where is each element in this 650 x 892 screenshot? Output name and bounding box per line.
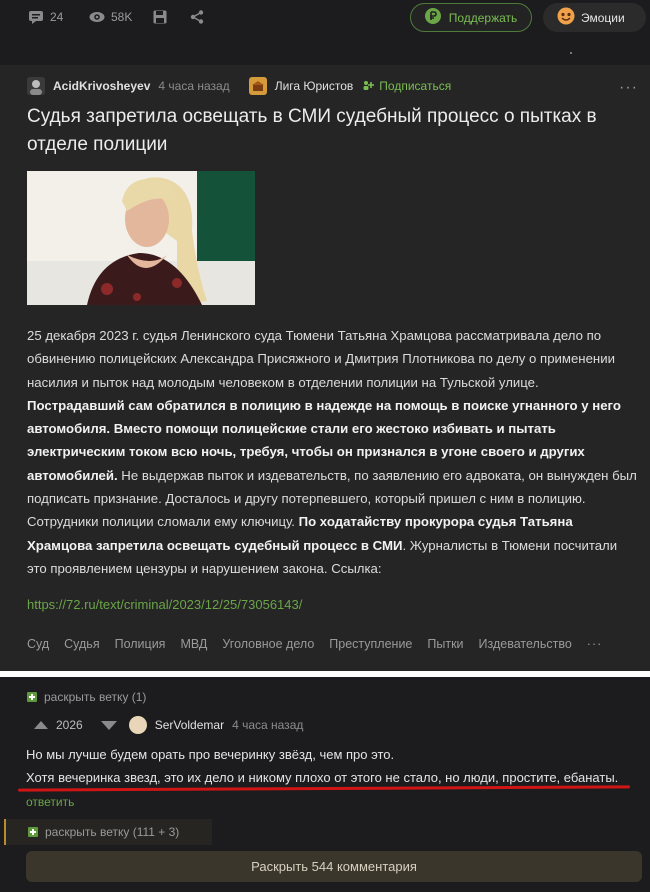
expand-branch-label: раскрыть ветку (1) xyxy=(44,690,147,704)
tag[interactable]: Суд xyxy=(27,637,50,651)
comment-text xyxy=(26,743,638,789)
share-button[interactable] xyxy=(190,10,204,24)
body-text-segment: Не выдержав пыток и издевательств, по заявлению его адвоката, он вынужден был подписать признание. Досталось и другу потерпевшего, который пришел с ним в полицию. Сотрудники полиции сломали ему ключицу. xyxy=(27,467,637,530)
post-card xyxy=(0,65,650,671)
community-icon[interactable] xyxy=(249,77,267,95)
tags-more-button[interactable]: ··· xyxy=(586,637,603,651)
commenter-avatar[interactable] xyxy=(129,716,147,734)
reply-button[interactable]: ответить xyxy=(26,795,75,809)
eye-icon xyxy=(89,11,105,23)
divider-dot xyxy=(570,52,572,54)
save-icon xyxy=(153,10,167,24)
subscribe-icon xyxy=(363,79,375,94)
upvote-icon[interactable] xyxy=(34,721,48,729)
body-text-segment: . Журналисты в Тюмени посчитали это проявлением цензуры и нарушением закона. Ссылка: xyxy=(27,537,618,576)
expand-branch-button[interactable] xyxy=(27,690,146,704)
ruble-icon xyxy=(425,8,441,27)
downvote-icon[interactable] xyxy=(101,721,117,730)
post-meta xyxy=(27,77,451,95)
tag[interactable]: Преступление xyxy=(329,637,413,651)
post-more-menu[interactable]: ··· xyxy=(619,79,638,96)
body-text-bold-segment: Пострадавший сам обратился в полицию в надежде на помощь в поиске угнанного у него автомобиля. Вместо помощи полицейские стали его жестоко избивать и пытать электрическим током всю ночь, требуя, чтобы он признался в угоне своего и других автомобилей. xyxy=(27,397,621,483)
comments-section xyxy=(0,677,650,892)
community-name[interactable]: Лига Юристов xyxy=(274,79,354,93)
comment-line: Но мы лучше будем орать про вечеринку звёзд, чем про это. xyxy=(26,747,395,762)
body-text-segment: 25 декабря 2023 г. судья Ленинского суда Тюмени Татьяна Храмцова рассматривала дело по обвинению полицейских Александра Присяжного и Дмитрия Плотникова по делу о применении насилия и пыток над молодым человеком в отделении полиции на Тульской улице. xyxy=(27,328,615,390)
expand-branch-button[interactable] xyxy=(28,825,179,839)
source-link[interactable]: https://72.ru/text/criminal/2023/12/25/73056143/ xyxy=(27,597,303,612)
subscribe-button[interactable] xyxy=(363,79,451,94)
load-all-comments-button[interactable]: Раскрыть 544 комментария xyxy=(26,851,642,882)
collapsed-branch[interactable] xyxy=(4,819,212,845)
subscribe-label: Подписаться xyxy=(379,79,452,93)
tag[interactable]: МВД xyxy=(180,637,208,651)
share-icon xyxy=(190,10,204,24)
comments-count: 24 xyxy=(50,10,64,24)
body-text-bold-segment: По ходатайству прокурора судья Татьяна Храмцова запретила освещать судебный процесс в СМИ xyxy=(27,514,573,553)
post-time: 4 часа назад xyxy=(158,79,230,93)
tag[interactable]: Издевательство xyxy=(478,637,572,651)
views-counter xyxy=(89,10,132,24)
comment-time: 4 часа назад xyxy=(232,718,304,732)
post-image[interactable] xyxy=(27,171,255,305)
expand-branch-label: раскрыть ветку (111 + 3) xyxy=(45,825,180,839)
post-body xyxy=(27,324,639,580)
support-label: Поддержать xyxy=(448,10,518,25)
tag[interactable]: Уголовное дело xyxy=(222,637,315,651)
comment-icon xyxy=(28,10,44,24)
post-tags xyxy=(27,637,602,651)
support-button[interactable] xyxy=(410,3,532,32)
comment-rating: 2026 xyxy=(56,718,83,732)
post-action-bar xyxy=(0,0,650,36)
comment-line: Хотя вечеринка звезд, это их дело и никому плохо от этого не стало, но люди, простите, ебанаты. xyxy=(26,770,619,785)
comment-header xyxy=(34,716,303,734)
emotions-button[interactable] xyxy=(543,3,646,32)
tag[interactable]: Судья xyxy=(64,637,100,651)
emoji-face-icon xyxy=(557,7,575,28)
plus-icon xyxy=(27,692,37,702)
author-avatar[interactable] xyxy=(27,77,45,95)
comment-author[interactable]: SerVoldemar xyxy=(154,718,225,732)
views-count: 58K xyxy=(111,10,133,24)
post-title[interactable]: Судья запретила освещать в СМИ судебный процесс о пытках в отделе полиции xyxy=(27,106,597,155)
post-author[interactable]: AcidKrivosheyev xyxy=(53,79,151,93)
emotions-label: Эмоции xyxy=(581,10,625,25)
tag[interactable]: Пытки xyxy=(427,637,464,651)
comments-counter[interactable] xyxy=(28,10,63,24)
tag[interactable]: Полиция xyxy=(114,637,166,651)
save-button[interactable] xyxy=(153,10,167,24)
plus-icon xyxy=(28,827,38,837)
